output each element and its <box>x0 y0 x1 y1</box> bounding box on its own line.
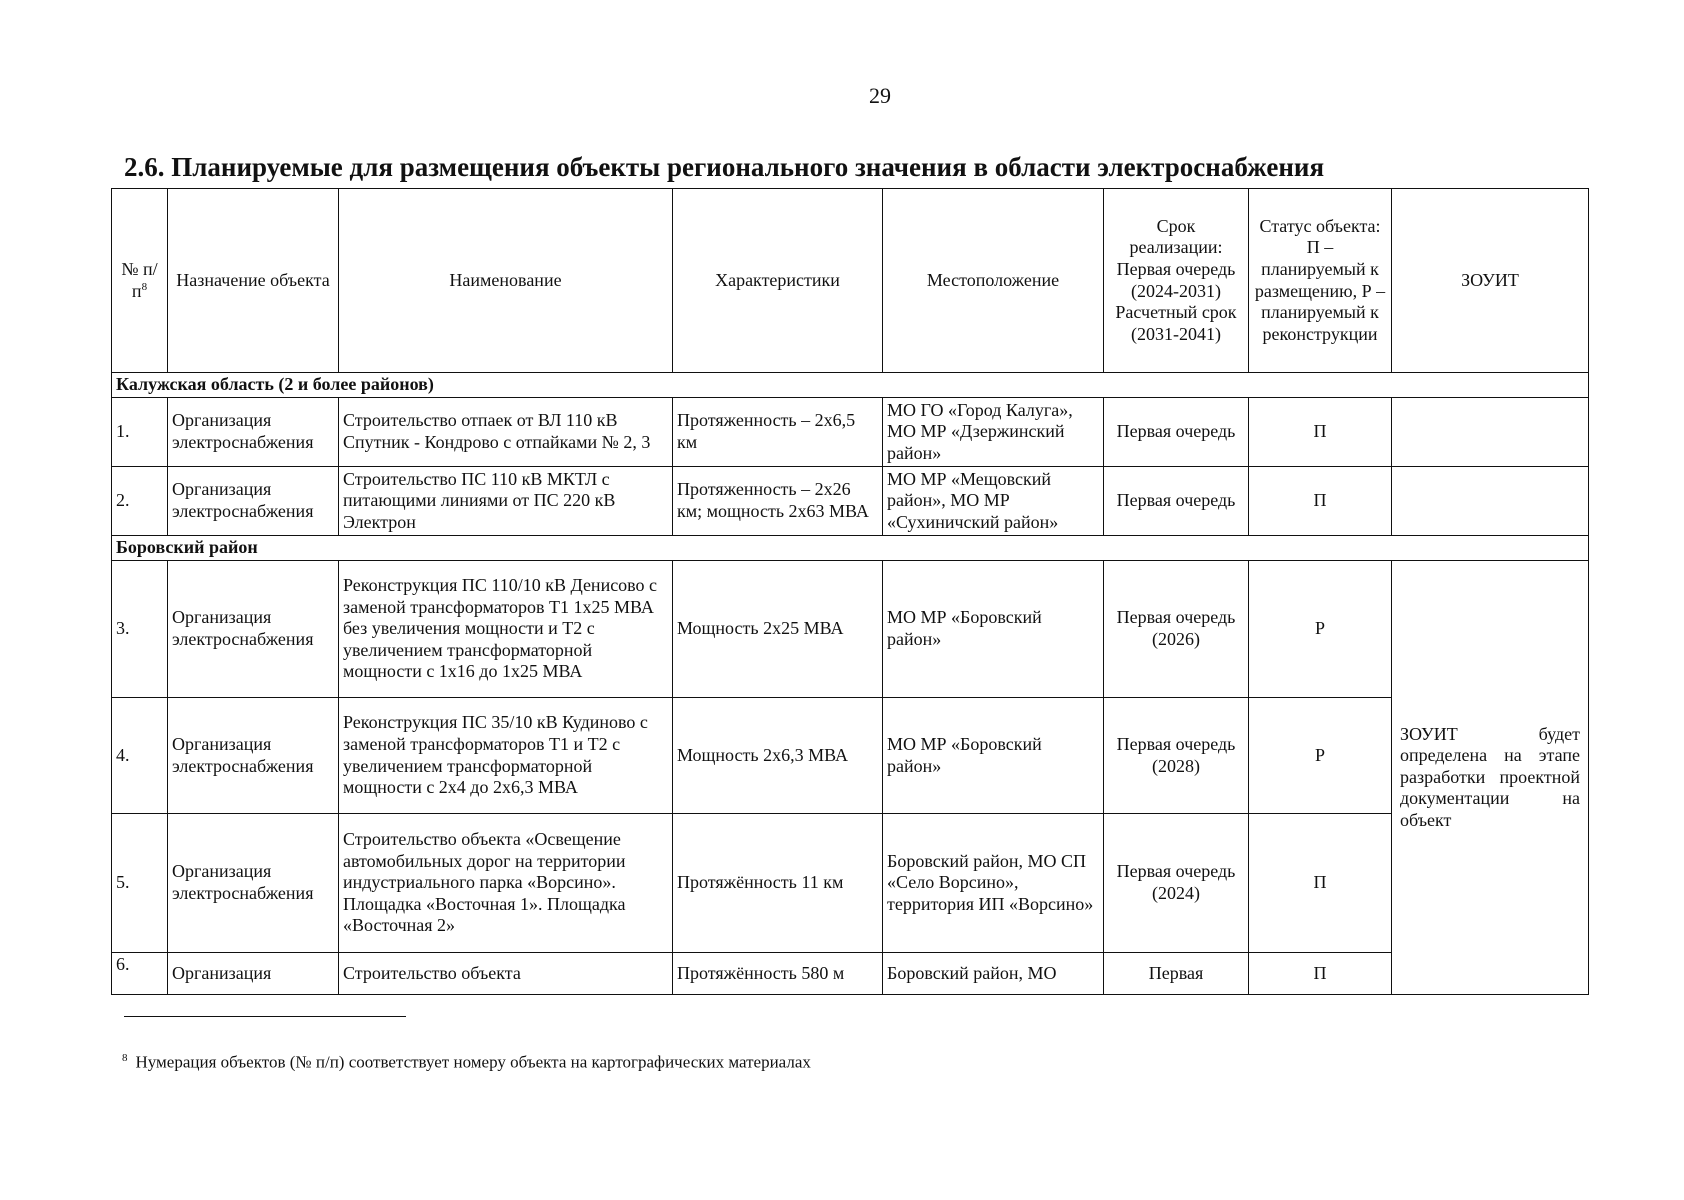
row-num: 6. <box>112 953 168 995</box>
page-number: 29 <box>869 83 891 108</box>
header-zouit: ЗОУИТ <box>1392 189 1589 373</box>
row-characteristics: Мощность 2х25 МВА <box>673 561 883 698</box>
table-row <box>112 953 1589 995</box>
row-status: Р <box>1249 561 1392 698</box>
row-zouit <box>1392 398 1589 467</box>
row-characteristics: Мощность 2х6,3 МВА <box>673 698 883 814</box>
row-location: МО МР «Боровский район» <box>883 698 1104 814</box>
row-characteristics: Протяжённость 11 км <box>673 814 883 953</box>
row-location: МО МР «Мещовский район», МО МР «Сухиничский район» <box>883 467 1104 536</box>
row-num: 3. <box>112 561 168 698</box>
row-purpose: Организация электроснабжения <box>168 467 339 536</box>
header-purpose: Назначение объекта <box>168 189 339 373</box>
row-characteristics: Протяжённость 580 м <box>673 953 883 995</box>
row-status: П <box>1249 814 1392 953</box>
table-row <box>112 698 1589 814</box>
row-status: П <box>1249 953 1392 995</box>
footnote-text: Нумерация объектов (№ п/п) соответствует номеру объекта на картографических материалах <box>135 1052 811 1072</box>
row-term: Первая очередь <box>1104 398 1249 467</box>
region-kaluga-label: Калужская область (2 и более районов) <box>112 373 1589 398</box>
table-header-row <box>112 189 1589 373</box>
row-zouit <box>1392 467 1589 536</box>
row-status: П <box>1249 398 1392 467</box>
row-num: 4. <box>112 698 168 814</box>
row-name: Строительство объекта «Освещение автомобильных дорог на территории индустриального парка «Ворсино». Площадка «Восточная 1». Площадка «Восточная 2» <box>339 814 673 953</box>
header-num: № $п/п^8$ <box>112 189 168 373</box>
header-term: Срок реализации: Первая очередь (2024-2031) Расчетный срок (2031-2041) <box>1104 189 1249 373</box>
row-name: Реконструкция ПС 110/10 кВ Денисово с заменой трансформаторов Т1 1х25 МВА без увеличения мощности и Т2 с увеличением трансформаторной мощности с 1х16 до 1х25 МВА <box>339 561 673 698</box>
row-term: Первая очередь (2028) <box>1104 698 1249 814</box>
row-characteristics: Протяженность – 2х6,5 км <box>673 398 883 467</box>
row-name: Строительство отпаек от ВЛ 110 кВ Спутник - Кондрово с отпайками № 2, 3 <box>339 398 673 467</box>
row-name: Строительство ПС 110 кВ МКТЛ с питающими линиями от ПС 220 кВ Электрон <box>339 467 673 536</box>
row-purpose: Организация электроснабжения <box>168 561 339 698</box>
table-row <box>112 398 1589 467</box>
header-name: Наименование <box>339 189 673 373</box>
row-purpose: Организация электроснабжения <box>168 398 339 467</box>
row-name: Реконструкция ПС 35/10 кВ Кудиново с заменой трансформаторов Т1 и Т2 с увеличением трансформаторной мощности с 2х4 до 2х6,3 МВА <box>339 698 673 814</box>
footnote <box>122 1052 811 1073</box>
region-row-kaluga <box>112 373 1589 398</box>
header-location: Местоположение <box>883 189 1104 373</box>
row-term: Первая очередь (2024) <box>1104 814 1249 953</box>
row-purpose: Организация электроснабжения <box>168 814 339 953</box>
row-num: 1. <box>112 398 168 467</box>
footnote-marker: 8 <box>122 1052 128 1064</box>
objects-table <box>111 188 1589 995</box>
region-row-borovsk <box>112 536 1589 561</box>
row-status: П <box>1249 467 1392 536</box>
header-status: Статус объекта: П – планируемый к размещению, Р – планируемый к реконструкции <box>1249 189 1392 373</box>
table-row <box>112 561 1589 698</box>
section-title: 2.6. Планируемые для размещения объекты регионального значения в области электроснабжения <box>124 152 1325 182</box>
row-num: 2. <box>112 467 168 536</box>
row-purpose: Организация электроснабжения <box>168 698 339 814</box>
row-term: Первая очередь (2026) <box>1104 561 1249 698</box>
footnote-divider <box>124 1016 406 1017</box>
zouit-merged-note: ЗОУИТ будет определена на этапе разработки проектной документации на объект <box>1392 561 1589 995</box>
row-term: Первая очередь <box>1104 467 1249 536</box>
row-characteristics: Протяженность – 2х26 км; мощность 2х63 МВА <box>673 467 883 536</box>
row-location: Боровский район, МО <box>883 953 1104 995</box>
row-term: Первая <box>1104 953 1249 995</box>
row-status: Р <box>1249 698 1392 814</box>
row-purpose: Организация <box>168 953 339 995</box>
header-characteristics: Характеристики <box>673 189 883 373</box>
row-num: 5. <box>112 814 168 953</box>
region-borovsk-label: Боровский район <box>112 536 1589 561</box>
row-location: МО ГО «Город Калуга», МО МР «Дзержинский район» <box>883 398 1104 467</box>
table-row <box>112 467 1589 536</box>
table-row <box>112 814 1589 953</box>
row-location: МО МР «Боровский район» <box>883 561 1104 698</box>
row-name: Строительство объекта <box>339 953 673 995</box>
row-location: Боровский район, МО СП «Село Ворсино», территория ИП «Ворсино» <box>883 814 1104 953</box>
